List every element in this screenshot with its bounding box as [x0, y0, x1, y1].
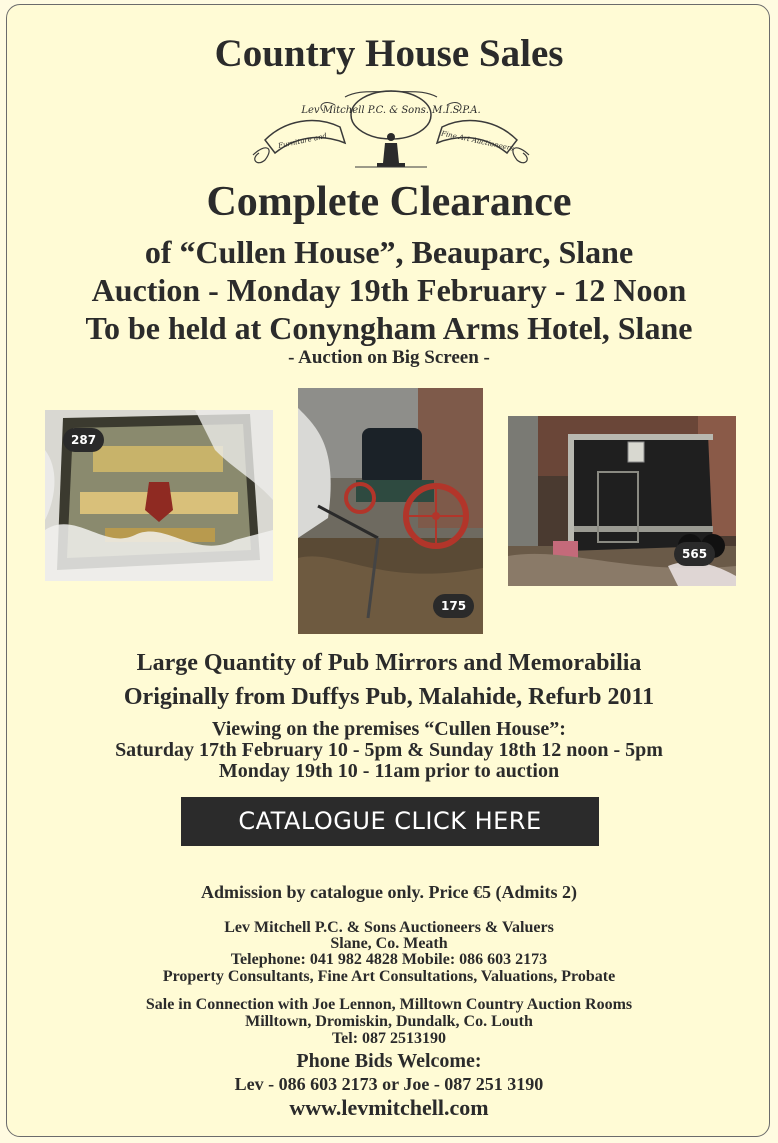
company-name: Lev Mitchell P.C. & Sons Auctioneers & Valuers	[224, 919, 554, 936]
auction-date: Auction - Monday 19th February - 12 Noon	[91, 272, 687, 308]
sale-location: of “Cullen House”, Beauparc, Slane	[144, 234, 634, 270]
lot-number-badge: 175	[433, 594, 474, 618]
viewing-heading: Viewing on the premises “Cullen House”:	[212, 718, 566, 740]
origin-line: Originally from Duffys Pub, Malahide, Refurb 2011	[123, 684, 655, 710]
lot-number-badge: 565	[674, 542, 715, 566]
photo-jameson-mirror[interactable]	[45, 410, 273, 581]
partner-address: Milltown, Dromiskin, Dundalk, Co. Louth	[245, 1013, 533, 1030]
headline: Complete Clearance	[206, 179, 572, 225]
memorabilia-line: Large Quantity of Pub Mirrors and Memorabilia	[136, 650, 642, 676]
phone-bids-numbers: Lev - 086 603 2173 or Joe - 087 251 3190	[234, 1074, 544, 1094]
photo-horse-box[interactable]	[508, 416, 736, 586]
company-services: Property Consultants, Fine Art Consultations, Valuations, Probate	[162, 968, 616, 985]
screen-note: - Auction on Big Screen -	[288, 347, 490, 368]
auctioneer-logo	[245, 85, 537, 175]
auction-venue: To be held at Conyngham Arms Hotel, Slane	[85, 310, 693, 346]
company-phone: Telephone: 041 982 4828 Mobile: 086 603 2173	[230, 951, 548, 968]
lot-number-badge: 287	[63, 428, 104, 452]
partner-name: Sale in Connection with Joe Lennon, Milltown Country Auction Rooms	[145, 996, 633, 1013]
page-title: Country House Sales	[214, 32, 564, 75]
catalogue-button[interactable]: CATALOGUE CLICK HERE	[181, 797, 599, 846]
viewing-times-weekend: Saturday 17th February 10 - 5pm & Sunday 18th 12 noon - 5pm	[115, 739, 663, 761]
photo-horse-buggy[interactable]	[298, 388, 483, 634]
logo-right-ribbon: Fine Art Auctioneers	[440, 129, 515, 153]
flyer-panel	[6, 4, 770, 1137]
admission-note: Admission by catalogue only. Price €5 (Admits 2)	[201, 882, 577, 902]
viewing-times-monday: Monday 19th 10 - 11am prior to auction	[218, 760, 560, 782]
logo-left-ribbon: Furniture and	[277, 131, 328, 151]
website-link[interactable]: www.levmitchell.com	[289, 1095, 489, 1120]
company-address: Slane, Co. Meath	[330, 935, 448, 952]
logo-name: Lev Mitchell P.C. & Sons. M.I.S.P.A.	[301, 105, 481, 116]
phone-bids-heading: Phone Bids Welcome:	[296, 1050, 482, 1072]
partner-phone: Tel: 087 2513190	[331, 1030, 447, 1047]
